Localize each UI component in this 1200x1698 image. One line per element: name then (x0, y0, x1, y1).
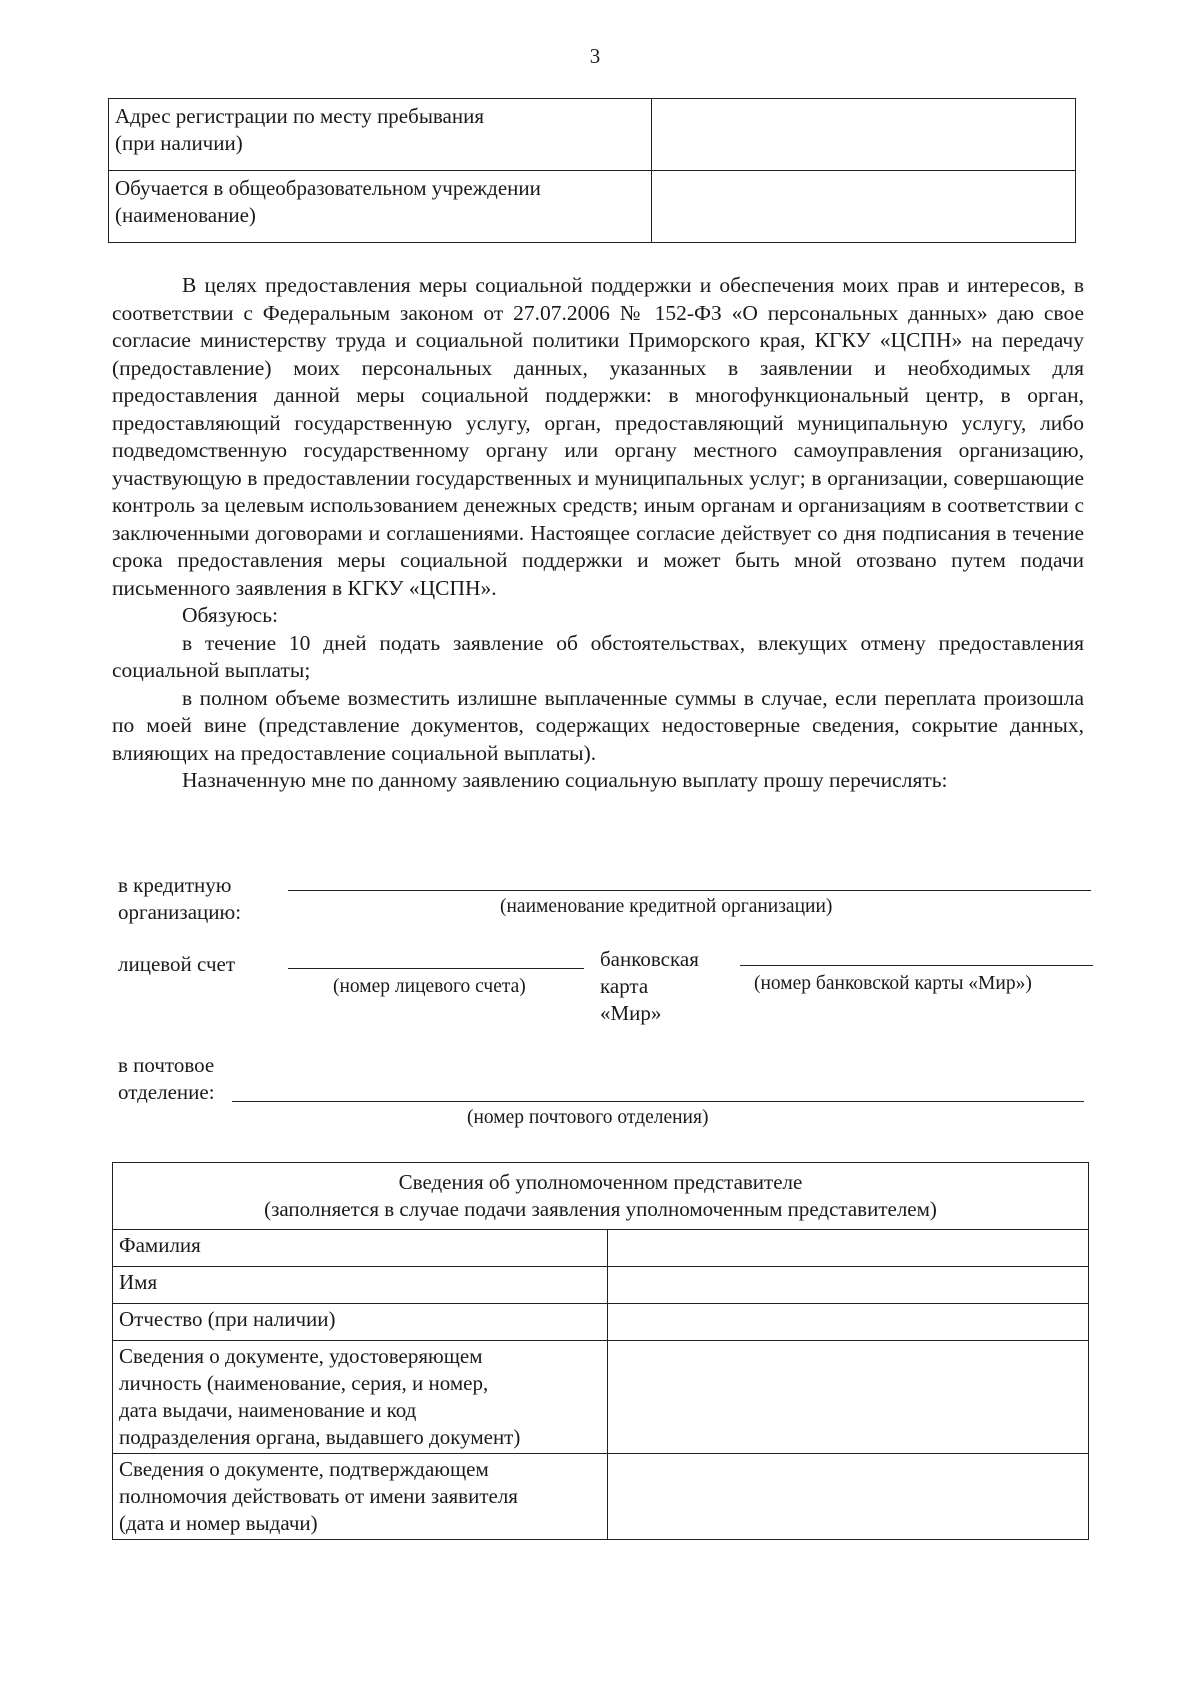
obligation-item: в полном объеме возместить излишне выплаченные суммы в случае, если переплата произошла по моей вине (представление документов, содержащих недостоверные сведения, сокрытие данных, влияющих на предоставление социальной выплаты). (112, 685, 1084, 765)
label-line: банковская (600, 947, 699, 971)
patronymic-label: Отчество (при наличии) (113, 1304, 608, 1341)
post-office-label (118, 1052, 215, 1106)
table-header-row (113, 1163, 1089, 1230)
authority-document-label (113, 1454, 608, 1540)
label-line: в кредитную (118, 873, 232, 897)
first-name-value-field[interactable] (608, 1267, 1089, 1304)
surname-value-field[interactable] (608, 1230, 1089, 1267)
label-line: (при наличии) (115, 131, 243, 155)
account-label: лицевой счет (118, 952, 235, 976)
table-row (113, 1230, 1089, 1267)
label-line: карта (600, 974, 649, 998)
registration-address-label (109, 99, 652, 171)
obligation-heading: Обязуюсь: (182, 603, 278, 627)
table-row (113, 1267, 1089, 1304)
first-name-label: Имя (113, 1267, 608, 1304)
label-line: Адрес регистрации по месту пребывания (115, 104, 485, 128)
table-row (113, 1304, 1089, 1341)
label-line: дата выдачи, наименование и код (119, 1398, 417, 1422)
account-caption: (номер лицевого счета) (333, 976, 526, 997)
consent-paragraph: В целях предоставления меры социальной поддержки и обеспечения моих прав и интересов, в соответствии с Федеральным законом от 27.07.2006 № 152-ФЗ «О персональных данных» даю свое согласие министерству труда и социальной политики Приморского края, КГКУ «ЦСПН» на передачу (предоставление) моих персональных данных, указанных в заявлении и необходимых для предоставления данной меры социальной поддержки: в многофункциональный центр, в орган, предоставляющий государственную услугу, орган, предоставляющий муниципальную услугу, либо подведомственную государственному органу или органу местного самоуправления организацию, участвующую в предоставлении государственных и муниципальных услуг; в организации, совершающие контроль за целевым использованием денежных средств; иным органам и организациям в соответствии с заключенными договорами и соглашениями. Настоящее согласие действует со дня подписания в течение срока предоставления меры социальной поддержки и может быть мной отозвано путем подачи письменного заявления в КГКУ «ЦСПН». (112, 273, 1084, 600)
label-line: в почтовое (118, 1053, 215, 1077)
label-line: Сведения о документе, удостоверяющем (119, 1344, 483, 1368)
post-office-input-line[interactable] (232, 1101, 1084, 1102)
patronymic-value-field[interactable] (608, 1304, 1089, 1341)
authority-document-value-field[interactable] (608, 1454, 1089, 1540)
label-line: полномочия действовать от имени заявителя (119, 1484, 518, 1508)
label-line: Обучается в общеобразовательном учреждении (115, 176, 541, 200)
school-value-field[interactable] (652, 171, 1076, 243)
title-line: Сведения об уполномоченном представителе (398, 1170, 803, 1194)
post-office-caption: (номер почтового отделения) (467, 1107, 709, 1128)
school-label (109, 171, 652, 243)
card-caption: (номер банковской карты «Мир») (754, 973, 1032, 994)
card-label (600, 946, 699, 1027)
table-row (113, 1341, 1089, 1454)
label-line: организацию: (118, 900, 242, 924)
table-row (109, 99, 1076, 171)
registration-address-value-field[interactable] (652, 99, 1076, 171)
credit-org-caption: (наименование кредитной организации) (500, 896, 833, 917)
label-line: (наименование) (115, 203, 256, 227)
table-row (109, 171, 1076, 243)
label-line: (дата и номер выдачи) (119, 1511, 318, 1535)
surname-label: Фамилия (113, 1230, 608, 1267)
account-number-input-line[interactable] (288, 968, 584, 969)
representative-table-title (113, 1163, 1089, 1230)
consent-text-block (112, 272, 1084, 795)
title-line: (заполняется в случае подачи заявления уполномоченным представителем) (264, 1197, 937, 1221)
identity-document-label (113, 1341, 608, 1454)
transfer-request: Назначенную мне по данному заявлению социальную выплату прошу перечислять: (182, 768, 948, 792)
credit-org-label (118, 872, 241, 926)
registration-table (108, 98, 1076, 243)
label-line: личность (наименование, серия, и номер, (119, 1371, 489, 1395)
label-line: подразделения органа, выдавшего документ) (119, 1425, 521, 1449)
identity-document-value-field[interactable] (608, 1341, 1089, 1454)
page-number: 3 (589, 44, 601, 68)
credit-org-input-line[interactable] (288, 890, 1091, 891)
table-row (113, 1454, 1089, 1540)
label-line: отделение: (118, 1080, 215, 1104)
representative-table (112, 1162, 1089, 1540)
card-number-input-line[interactable] (740, 965, 1093, 966)
obligation-item: в течение 10 дней подать заявление об обстоятельствах, влекущих отмену предоставления социальной выплаты; (112, 630, 1084, 682)
label-line: Сведения о документе, подтверждающем (119, 1457, 489, 1481)
label-line: «Мир» (600, 1001, 662, 1025)
